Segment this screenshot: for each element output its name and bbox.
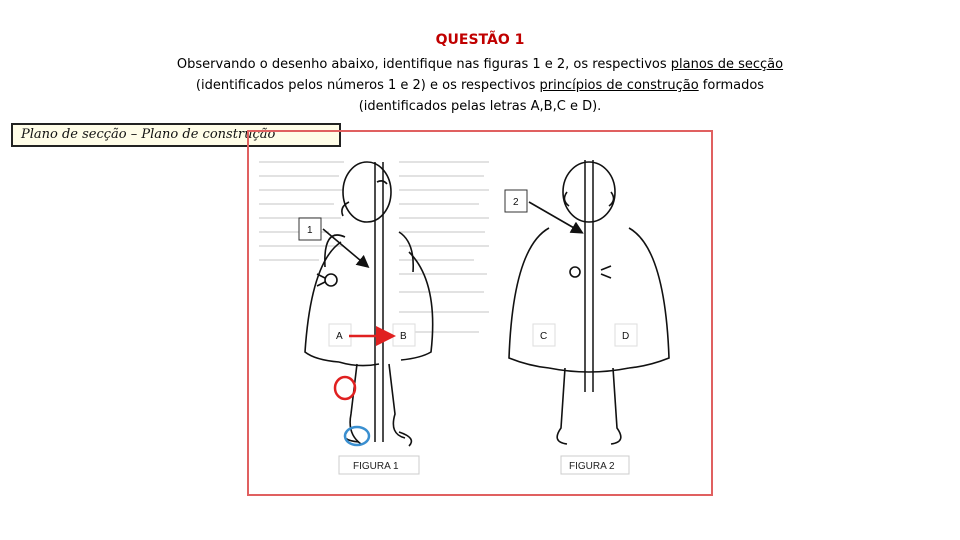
question-part-2: (identificados pelos números 1 e 2) e os respectivos	[195, 78, 540, 93]
background-scan-text	[259, 162, 489, 332]
figure-2-pointer-arrow	[529, 202, 581, 232]
letter-c: C	[540, 331, 548, 342]
figures-illustration	[249, 132, 715, 498]
figure-1-number: 1	[307, 225, 313, 236]
handwritten-annotation-label: Plano de secção – Plano de construção	[11, 123, 341, 147]
figure-2-caption: FIGURA 2	[569, 461, 615, 472]
letter-a: A	[336, 331, 343, 342]
principios-de-construcao-term: princípios de construção	[539, 78, 699, 93]
question-text	[170, 54, 790, 117]
question-heading: QUESTÃO 1	[435, 32, 525, 48]
figure-1-caption: FIGURA 1	[353, 461, 399, 472]
figure-frame	[247, 130, 713, 496]
figure-1-pointer-arrow	[323, 229, 367, 266]
question-part-1: Observando o desenho abaixo, identifique nas figuras 1 e 2, os respectivos	[176, 57, 671, 72]
planos-de-seccao-term: planos de secção	[670, 57, 784, 72]
figure-2-number: 2	[513, 197, 519, 208]
question-part-3: formados (identificados pelas letras A,B,C e D).	[358, 78, 765, 114]
red-circle-annotation	[335, 377, 355, 399]
letter-b: B	[400, 331, 407, 342]
letter-d: D	[622, 331, 630, 342]
